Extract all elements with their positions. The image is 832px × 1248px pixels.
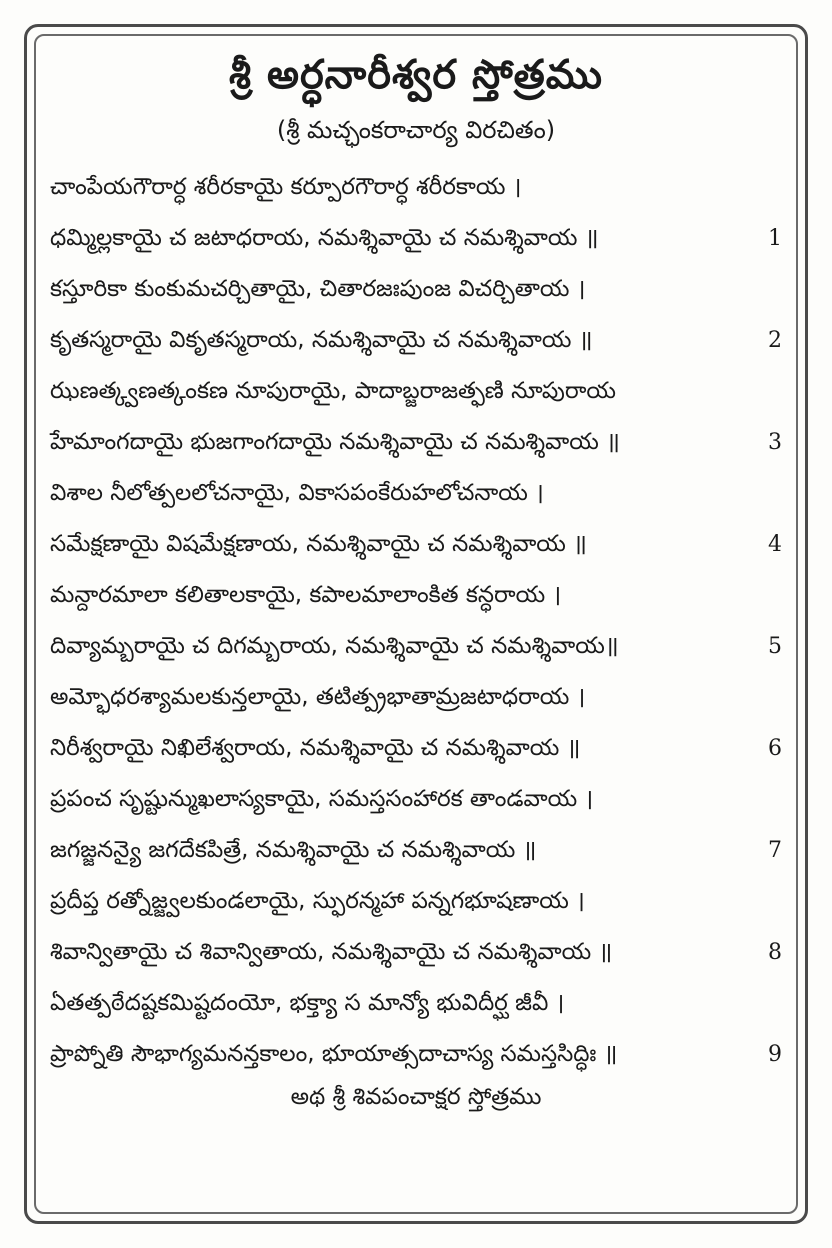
- verse-text: జగజ్జనన్యై జగదేకపిత్రే, నమశ్శివాయై చ నమశ్శివాయ ॥: [50, 837, 537, 863]
- verse-number: 4: [768, 532, 782, 557]
- page-title: శ్రీ అర్ధనారీశ్వర స్తోత్రము: [229, 52, 603, 98]
- verse-text: కృతస్మరాయై వికృతస్మరాయ, నమశ్శివాయై చ నమశ్శివాయ ॥: [50, 327, 593, 353]
- verse-text: ఝణత్క్వణత్కంకణ నూపురాయై, పాదాబ్జరాజత్ఫణి నూపురాయ: [50, 378, 616, 404]
- verse-text: కస్తూరికా కుంకుమచర్చితాయై, చితారజఃపుంజ విచర్చితాయ ।: [50, 276, 586, 302]
- verse-text: అమ్భోధరశ్యామలకున్తలాయై, తటిత్ప్రభాతామ్రజటాధరాయ ।: [50, 684, 586, 710]
- verse-text: మన్దారమాలా కలితాలకాయై, కపాలమాలాంకిత కన్ధరాయ ।: [50, 582, 562, 608]
- verse-line: [44, 519, 788, 570]
- verse-list: [44, 162, 788, 1080]
- verse-text: ప్రపంచ సృష్టున్ముఖలాస్యకాయై, సమస్తసంహారక తాండవాయ ।: [50, 786, 594, 812]
- verse-line: [44, 672, 788, 723]
- verse-line: [44, 213, 788, 264]
- verse-text: సమేక్షణాయై విషమేక్షణాయ, నమశ్శివాయై చ నమశ్శివాయ ॥: [50, 531, 587, 557]
- verse-text: ప్రాప్నోతి సౌభాగ్యమనన్తకాలం, భూయాత్సదాచాస్య సమస్తసిద్ధిః ॥: [50, 1041, 618, 1067]
- verse-number: 3: [768, 430, 782, 455]
- verse-text: విశాల నీలోత్పలలోచనాయై, వికాసపంకేరుహలోచనాయ ।: [50, 480, 544, 506]
- verse-line: [44, 621, 788, 672]
- verse-line: [44, 978, 788, 1029]
- verse-text: దివ్యామ్బరాయై చ దిగమ్బరాయ, నమశ్శివాయై చ నమశ్శివాయ॥: [50, 633, 619, 659]
- verse-line: [44, 315, 788, 366]
- verse-number: 5: [768, 634, 782, 659]
- verse-text: చాంపేయగౌరార్ధ శరీరకాయై కర్పూరగౌరార్ధ శరీరకాయ ।: [50, 174, 522, 200]
- verse-text: ప్రదీప్త రత్నోజ్జ్వలకుండలాయై, స్ఫురన్మహా పన్నగభూషణాయ ।: [50, 888, 585, 914]
- stotram-page: [44, 44, 788, 1204]
- verse-line: [44, 723, 788, 774]
- verse-line: [44, 927, 788, 978]
- verse-line: [44, 825, 788, 876]
- verse-number: 2: [768, 328, 782, 353]
- verse-number: 7: [768, 838, 782, 863]
- verse-text: హేమాంగదాయై భుజగాంగదాయై నమశ్శివాయై చ నమశ్శివాయ ॥: [50, 429, 620, 455]
- verse-line: [44, 1029, 788, 1080]
- verse-line: [44, 774, 788, 825]
- verse-number: 9: [768, 1042, 782, 1067]
- verse-text: శివాన్వితాయై చ శివాన్వితాయ, నమశ్శివాయై చ నమశ్శివాయ ॥: [50, 939, 613, 965]
- verse-line: [44, 366, 788, 417]
- verse-line: [44, 468, 788, 519]
- next-stotram-heading: అథ శ్రీ శివపంచాక్షర స్తోత్రము: [290, 1084, 542, 1110]
- verse-number: 1: [768, 226, 782, 251]
- verse-number: 6: [768, 736, 782, 761]
- verse-text: నిరీశ్వరాయై నిఖిలేశ్వరాయ, నమశ్శివాయై చ నమశ్శివాయ ॥: [50, 735, 581, 761]
- verse-text: ధమ్మిల్లకాయై చ జటాధరాయ, నమశ్శివాయై చ నమశ్శివాయ ॥: [50, 225, 599, 251]
- verse-line: [44, 162, 788, 213]
- verse-line: [44, 876, 788, 927]
- verse-line: [44, 417, 788, 468]
- verse-line: [44, 570, 788, 621]
- verse-line: [44, 264, 788, 315]
- page-subtitle: (శ్రీ మచ్ఛంకరాచార్య విరచితం): [276, 116, 556, 144]
- verse-text: ఏతత్పఠేదష్టకమిష్టదంయో, భక్త్యా స మాన్యో భువిదీర్ఘ జీవీ ।: [50, 990, 565, 1016]
- verse-number: 8: [768, 940, 782, 965]
